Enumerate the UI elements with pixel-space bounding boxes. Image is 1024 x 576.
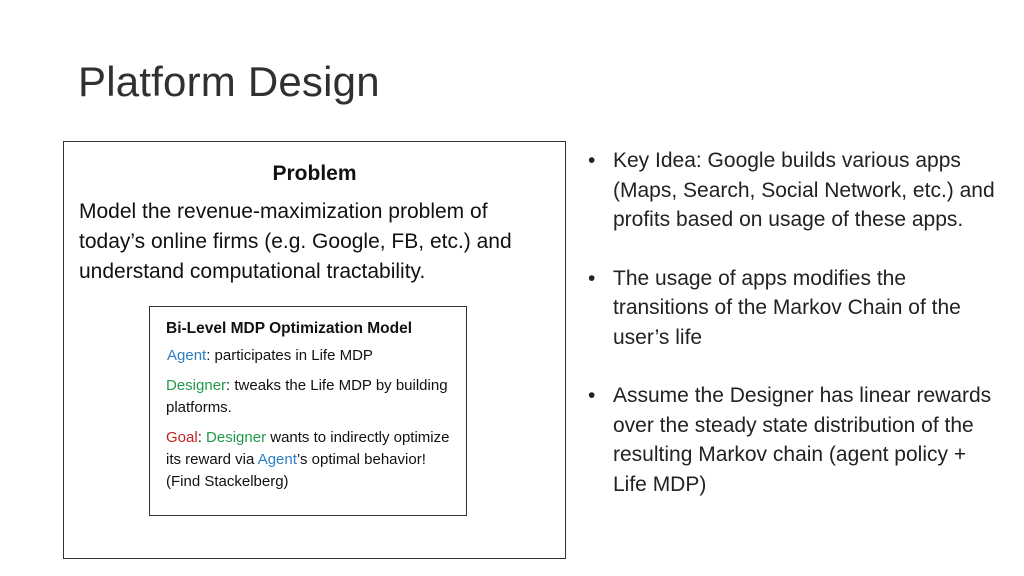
model-box [149, 306, 467, 516]
agent-line [167, 345, 456, 367]
bullet-list [588, 146, 998, 528]
goal-text-1: wants to indirectly optimize its reward via [166, 429, 450, 468]
agent-text: : participates in Life MDP [206, 347, 373, 364]
bullet-text: The usage of apps modifies the transitions of the Markov Chain of the user’s life [613, 266, 961, 349]
bullet-item [588, 381, 998, 499]
agent-label: Agent [167, 347, 207, 364]
bullet-marker: • [588, 384, 596, 407]
designer-label: Designer [166, 377, 227, 394]
goal-separator: : [197, 429, 207, 446]
problem-box [63, 141, 566, 559]
bullet-item [588, 264, 998, 353]
goal-agent: Agent [257, 451, 297, 468]
model-title: Bi-Level MDP Optimization Model [166, 320, 413, 337]
goal-line [166, 427, 456, 493]
goal-designer: Designer [206, 429, 267, 446]
bullet-item [588, 146, 998, 235]
problem-heading: Problem [272, 162, 357, 185]
slide-title: Platform Design [78, 58, 380, 105]
bullet-marker: • [588, 149, 596, 172]
bullet-text: Assume the Designer has linear rewards over the steady state distribution of the resulting Markov chain (agent policy + Life MDP) [613, 384, 992, 496]
bullet-marker: • [588, 266, 596, 290]
goal-label: Goal [166, 429, 198, 446]
designer-line [166, 375, 456, 419]
bullet-text: Key Idea: Google builds various apps (Maps, Search, Social Network, etc.) and profits based on usage of these apps. [613, 149, 995, 231]
goal-text-2: ’s optimal behavior! (Find Stackelberg) [166, 451, 426, 490]
designer-text: : tweaks the Life MDP by building platforms. [166, 377, 448, 416]
problem-description: Model the revenue-maximization problem of today’s online firms (e.g. Google, FB, etc.) and understand computational tractability. [79, 200, 512, 283]
